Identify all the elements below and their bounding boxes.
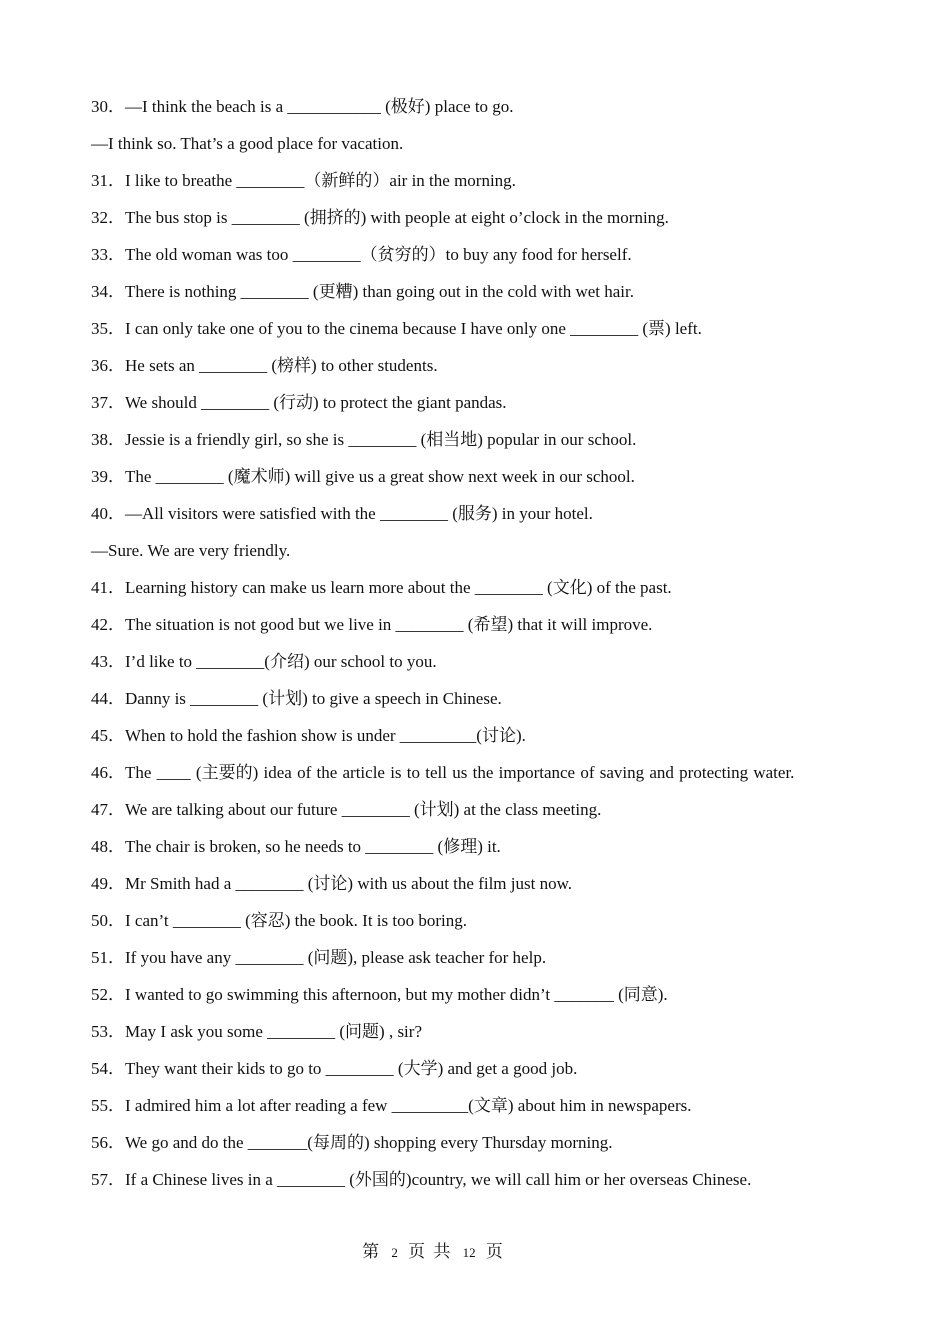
question-47: 47．We are talking about our future ________ (计划) at the class meeting. (91, 800, 602, 819)
question-45: 45．When to hold the fashion show is under _________(讨论). (91, 726, 526, 745)
page-footer (0, 1238, 867, 1267)
question-list (91, 88, 858, 1198)
question-42: 42．The situation is not good but we live in ________ (希望) that it will improve. (91, 615, 653, 634)
question-54: 54．They want their kids to go to ________ (大学) and get a good job. (91, 1059, 578, 1078)
question-34: 34．There is nothing ________ (更糟) than going out in the cold with wet hair. (91, 282, 634, 301)
question-39: 39．The ________ (魔术师) will give us a great show next week in our school. (91, 467, 635, 486)
footer-prefix: 第 (362, 1242, 382, 1261)
question-37: 37．We should ________ (行动) to protect the giant pandas. (91, 393, 507, 412)
answer-40: —Sure. We are very friendly. (91, 541, 291, 560)
question-48: 48．The chair is broken, so he needs to ________ (修理) it. (91, 837, 501, 856)
footer-suffix: 页 (485, 1242, 505, 1261)
question-38: 38．Jessie is a friendly girl, so she is ________ (相当地) popular in our school. (91, 430, 637, 449)
current-page-number: 2 (391, 1245, 398, 1260)
question-30: 30．—I think the beach is a ___________ (极好) place to go. (91, 97, 514, 116)
question-51: 51．If you have any ________ (问题), please ask teacher for help. (91, 948, 547, 967)
question-50: 50．I can’t ________ (容忍) the book. It is too boring. (91, 911, 468, 930)
question-46: 46．The ____ (主要的) idea of the article is to tell us the importance of saving and protecting water. (91, 763, 795, 782)
question-40: 40．—All visitors were satisfied with the ________ (服务) in your hotel. (91, 504, 593, 523)
question-32: 32．The bus stop is ________ (拥挤的) with people at eight o’clock in the morning. (91, 208, 669, 227)
question-49: 49．Mr Smith had a ________ (讨论) with us about the film just now. (91, 874, 573, 893)
question-35: 35．I can only take one of you to the cinema because I have only one ________ (票) left. (91, 319, 702, 338)
question-33: 33．The old woman was too ________（贫穷的）to buy any food for herself. (91, 245, 632, 264)
answer-30: —I think so. That’s a good place for vacation. (91, 134, 404, 153)
footer-middle: 页 共 (408, 1242, 453, 1261)
question-52: 52．I wanted to go swimming this afternoon, but my mother didn’t _______ (同意). (91, 985, 668, 1004)
question-57: 57．If a Chinese lives in a ________ (外国的)country, we will call him or her overseas Chinese. (91, 1170, 752, 1189)
question-36: 36．He sets an ________ (榜样) to other students. (91, 356, 438, 375)
question-31: 31．I like to breathe ________（新鲜的）air in the morning. (91, 171, 516, 190)
question-43: 43．I’d like to ________(介绍) our school to you. (91, 652, 437, 671)
question-56: 56．We go and do the _______(每周的) shopping every Thursday morning. (91, 1133, 613, 1152)
question-41: 41．Learning history can make us learn more about the ________ (文化) of the past. (91, 578, 672, 597)
question-44: 44．Danny is ________ (计划) to give a speech in Chinese. (91, 689, 502, 708)
question-53: 53．May I ask you some ________ (问题) , sir? (91, 1022, 422, 1041)
total-page-number: 12 (462, 1245, 476, 1260)
question-55: 55．I admired him a lot after reading a few _________(文章) about him in newspapers. (91, 1096, 692, 1115)
